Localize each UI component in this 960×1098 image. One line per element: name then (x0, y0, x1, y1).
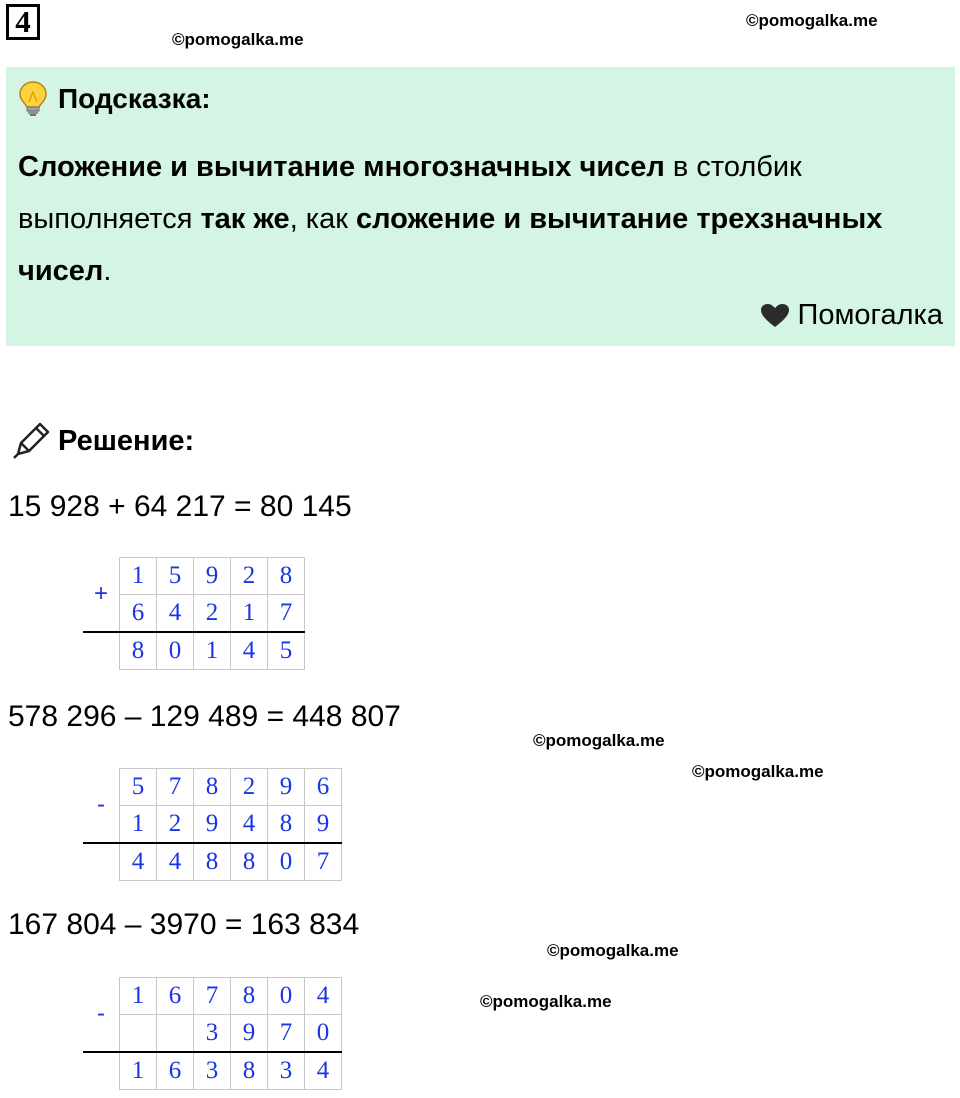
column-calc-3 (83, 977, 342, 1090)
digit-cell: 7 (268, 1015, 305, 1053)
digit-cell: 8 (194, 769, 231, 806)
digit-cell: 1 (120, 978, 157, 1015)
digit-cell: 6 (305, 769, 342, 806)
digit-cell: 3 (194, 1052, 231, 1090)
digit-cell: 9 (268, 769, 305, 806)
digit-cell: 4 (305, 1052, 342, 1090)
digit-cell: 0 (305, 1015, 342, 1053)
digit-cell: 8 (120, 632, 157, 670)
digit-cell: 8 (231, 843, 268, 881)
digit-cell: 1 (194, 632, 231, 670)
watermark: ©pomogalka.me (533, 731, 665, 750)
digit-cell: 5 (120, 769, 157, 806)
hint-title: Подсказка: (58, 83, 211, 114)
solution-title: Решение: (58, 424, 195, 457)
solution-header (10, 420, 194, 462)
digit-cell: 1 (120, 1052, 157, 1090)
digit-cell: 8 (268, 806, 305, 844)
watermark: ©pomogalka.me (480, 992, 612, 1011)
digit-cell: 1 (120, 558, 157, 595)
digit-cell: 4 (231, 806, 268, 844)
signature (760, 299, 943, 332)
equation-1: 15 928 + 64 217 = 80 145 (8, 490, 352, 523)
digit-cell (120, 1015, 157, 1053)
digit-cell: 0 (157, 632, 194, 670)
equation-3: 167 804 – 3970 = 163 834 (8, 908, 360, 941)
digit-cell: 0 (268, 843, 305, 881)
digit-cell: 6 (120, 595, 157, 633)
hint-plain-3: . (103, 255, 112, 287)
digit-cell: 2 (157, 806, 194, 844)
operator-minus: - (83, 769, 120, 844)
hint-plain-2: , как (289, 203, 356, 235)
hint-plain-1: в столбик выполняется (18, 151, 802, 235)
heart-icon (760, 303, 790, 329)
digit-cell: 3 (194, 1015, 231, 1053)
column-calc-2 (83, 768, 342, 881)
digit-cell: 4 (231, 632, 268, 670)
digit-cell: 5 (268, 632, 305, 670)
digit-cell: 0 (268, 978, 305, 1015)
watermark: ©pomogalka.me (547, 941, 679, 960)
empty-cell (83, 632, 120, 670)
operator-minus: - (83, 978, 120, 1053)
digit-cell: 7 (157, 769, 194, 806)
digit-cell: 9 (231, 1015, 268, 1053)
digit-cell: 2 (194, 595, 231, 633)
digit-cell (157, 1015, 194, 1053)
digit-cell: 4 (157, 843, 194, 881)
digit-cell: 8 (194, 843, 231, 881)
task-number: 4 (6, 4, 40, 40)
digit-cell: 4 (157, 595, 194, 633)
digit-cell: 9 (305, 806, 342, 844)
digit-cell: 7 (305, 843, 342, 881)
digit-cell: 7 (268, 595, 305, 633)
operator-plus: + (83, 558, 120, 633)
lightbulb-icon (18, 80, 48, 118)
column-calc-1 (83, 557, 305, 670)
watermark: ©pomogalka.me (172, 30, 304, 49)
digit-cell: 1 (231, 595, 268, 633)
digit-cell: 4 (305, 978, 342, 1015)
empty-cell (83, 1052, 120, 1090)
digit-cell: 9 (194, 806, 231, 844)
watermark: ©pomogalka.me (746, 11, 878, 30)
digit-cell: 6 (157, 978, 194, 1015)
digit-cell: 1 (120, 806, 157, 844)
digit-cell: 9 (194, 558, 231, 595)
digit-cell: 8 (231, 978, 268, 1015)
empty-cell (83, 843, 120, 881)
digit-cell: 4 (120, 843, 157, 881)
digit-cell: 8 (268, 558, 305, 595)
digit-cell: 6 (157, 1052, 194, 1090)
digit-cell: 3 (268, 1052, 305, 1090)
hint-text (18, 141, 918, 297)
equation-2: 578 296 – 129 489 = 448 807 (8, 700, 401, 733)
hint-bold-1: Сложение и вычитание многозначных чисел (18, 151, 665, 183)
digit-cell: 8 (231, 1052, 268, 1090)
hint-box (6, 67, 955, 346)
hint-header (18, 80, 211, 118)
hint-bold-2: так же (200, 203, 290, 235)
watermark: ©pomogalka.me (692, 762, 824, 781)
pencil-icon (10, 420, 52, 462)
digit-cell: 7 (194, 978, 231, 1015)
signature-text: Помогалка (797, 299, 943, 331)
digit-cell: 2 (231, 769, 268, 806)
digit-cell: 2 (231, 558, 268, 595)
digit-cell: 5 (157, 558, 194, 595)
hint-bold-3: сложение и вычитание трехзначных чисел (18, 203, 883, 287)
